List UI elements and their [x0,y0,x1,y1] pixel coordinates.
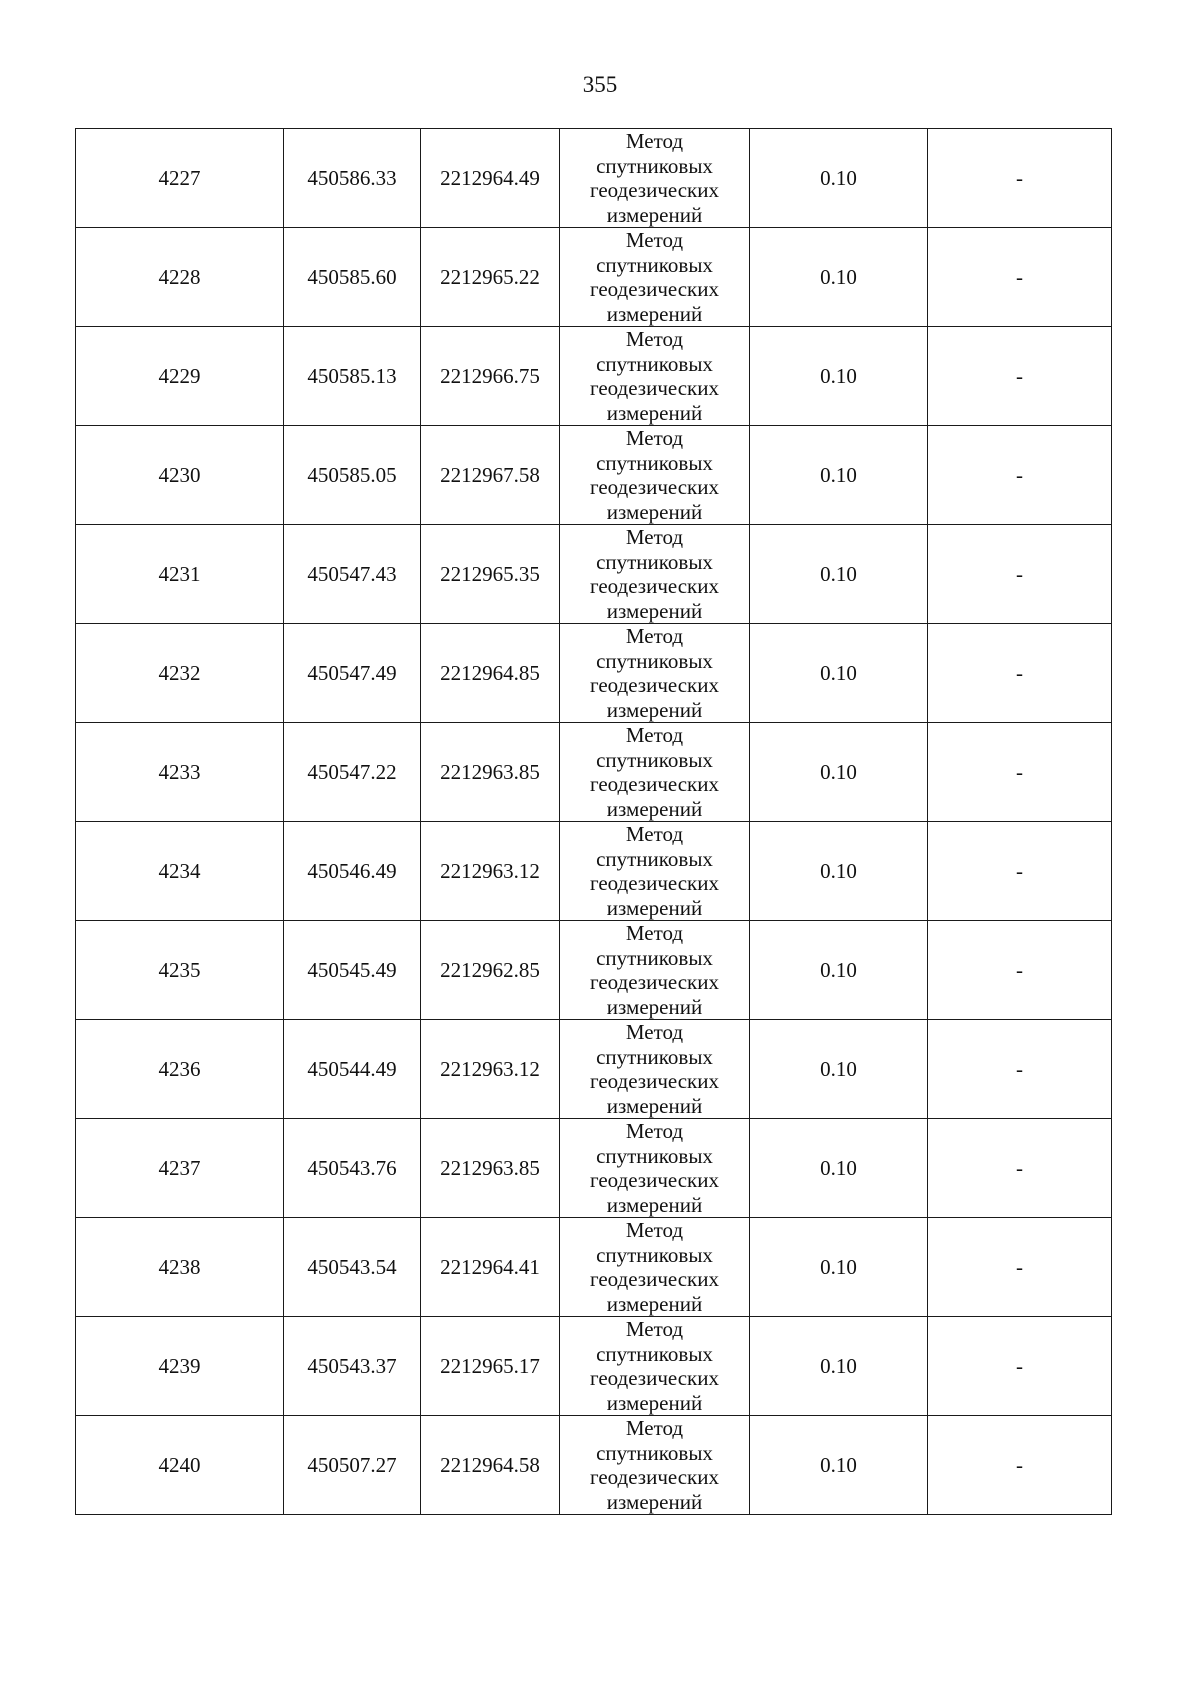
method-text: Метод спутниковых геодезических измерений [589,1416,719,1514]
y-coordinate-cell: 2212963.85 [421,1119,560,1218]
accuracy-cell: 0.10 [750,525,928,624]
note-cell: - [928,1218,1112,1317]
method-cell [560,822,750,921]
method-cell [560,1416,750,1515]
y-coordinate-cell: 2212965.35 [421,525,560,624]
method-text: Метод спутниковых геодезических измерений [589,1218,719,1316]
accuracy-cell: 0.10 [750,624,928,723]
table-row [76,723,1112,822]
y-coordinate-cell: 2212963.12 [421,1020,560,1119]
accuracy-cell: 0.10 [750,327,928,426]
table-row [76,1119,1112,1218]
x-coordinate-cell: 450545.49 [284,921,421,1020]
note-cell: - [928,327,1112,426]
point-number-cell: 4237 [76,1119,284,1218]
note-cell: - [928,228,1112,327]
accuracy-cell: 0.10 [750,1317,928,1416]
accuracy-cell: 0.10 [750,822,928,921]
y-coordinate-cell: 2212964.85 [421,624,560,723]
y-coordinate-cell: 2212963.85 [421,723,560,822]
method-cell [560,228,750,327]
table-row [76,426,1112,525]
table-row [76,1317,1112,1416]
x-coordinate-cell: 450546.49 [284,822,421,921]
point-number-cell: 4239 [76,1317,284,1416]
method-text: Метод спутниковых геодезических измерений [589,525,719,623]
note-cell: - [928,822,1112,921]
x-coordinate-cell: 450543.37 [284,1317,421,1416]
method-cell [560,327,750,426]
y-coordinate-cell: 2212962.85 [421,921,560,1020]
x-coordinate-cell: 450585.13 [284,327,421,426]
method-text: Метод спутниковых геодезических измерений [589,1317,719,1415]
accuracy-cell: 0.10 [750,129,928,228]
point-number-cell: 4232 [76,624,284,723]
method-text: Метод спутниковых геодезических измерений [589,426,719,524]
note-cell: - [928,1020,1112,1119]
x-coordinate-cell: 450543.76 [284,1119,421,1218]
y-coordinate-cell: 2212964.49 [421,129,560,228]
point-number-cell: 4236 [76,1020,284,1119]
point-number-cell: 4230 [76,426,284,525]
accuracy-cell: 0.10 [750,1218,928,1317]
table-row [76,822,1112,921]
coordinates-table-body [76,129,1112,1515]
note-cell: - [928,1119,1112,1218]
y-coordinate-cell: 2212965.17 [421,1317,560,1416]
accuracy-cell: 0.10 [750,723,928,822]
method-cell [560,129,750,228]
method-text: Метод спутниковых геодезических измерений [589,723,719,821]
point-number-cell: 4238 [76,1218,284,1317]
point-number-cell: 4231 [76,525,284,624]
method-cell [560,1020,750,1119]
table-row [76,1020,1112,1119]
note-cell: - [928,624,1112,723]
note-cell: - [928,426,1112,525]
method-text: Метод спутниковых геодезических измерений [589,129,719,227]
method-cell [560,723,750,822]
method-text: Метод спутниковых геодезических измерений [589,1020,719,1118]
point-number-cell: 4233 [76,723,284,822]
y-coordinate-cell: 2212964.41 [421,1218,560,1317]
x-coordinate-cell: 450547.49 [284,624,421,723]
accuracy-cell: 0.10 [750,921,928,1020]
accuracy-cell: 0.10 [750,1416,928,1515]
x-coordinate-cell: 450507.27 [284,1416,421,1515]
x-coordinate-cell: 450585.60 [284,228,421,327]
note-cell: - [928,525,1112,624]
accuracy-cell: 0.10 [750,426,928,525]
point-number-cell: 4227 [76,129,284,228]
y-coordinate-cell: 2212966.75 [421,327,560,426]
method-cell [560,1119,750,1218]
y-coordinate-cell: 2212964.58 [421,1416,560,1515]
point-number-cell: 4235 [76,921,284,1020]
note-cell: - [928,1317,1112,1416]
method-cell [560,1317,750,1416]
x-coordinate-cell: 450544.49 [284,1020,421,1119]
x-coordinate-cell: 450586.33 [284,129,421,228]
note-cell: - [928,129,1112,228]
accuracy-cell: 0.10 [750,1020,928,1119]
table-row [76,1416,1112,1515]
method-text: Метод спутниковых геодезических измерений [589,921,719,1019]
note-cell: - [928,723,1112,822]
table-row [76,228,1112,327]
coordinates-table [75,128,1112,1515]
method-text: Метод спутниковых геодезических измерений [589,327,719,425]
method-text: Метод спутниковых геодезических измерений [589,228,719,326]
method-cell [560,426,750,525]
y-coordinate-cell: 2212963.12 [421,822,560,921]
method-cell [560,525,750,624]
x-coordinate-cell: 450547.43 [284,525,421,624]
table-row [76,1218,1112,1317]
y-coordinate-cell: 2212967.58 [421,426,560,525]
point-number-cell: 4234 [76,822,284,921]
accuracy-cell: 0.10 [750,228,928,327]
table-row [76,525,1112,624]
note-cell: - [928,921,1112,1020]
method-cell [560,624,750,723]
table-row [76,327,1112,426]
point-number-cell: 4240 [76,1416,284,1515]
method-text: Метод спутниковых геодезических измерений [589,624,719,722]
method-text: Метод спутниковых геодезических измерений [589,822,719,920]
page-number: 355 [582,72,618,97]
x-coordinate-cell: 450543.54 [284,1218,421,1317]
method-cell [560,921,750,1020]
x-coordinate-cell: 450547.22 [284,723,421,822]
table-row [76,921,1112,1020]
table-row [76,624,1112,723]
y-coordinate-cell: 2212965.22 [421,228,560,327]
accuracy-cell: 0.10 [750,1119,928,1218]
method-text: Метод спутниковых геодезических измерений [589,1119,719,1217]
table-row [76,129,1112,228]
point-number-cell: 4228 [76,228,284,327]
point-number-cell: 4229 [76,327,284,426]
method-cell [560,1218,750,1317]
x-coordinate-cell: 450585.05 [284,426,421,525]
note-cell: - [928,1416,1112,1515]
